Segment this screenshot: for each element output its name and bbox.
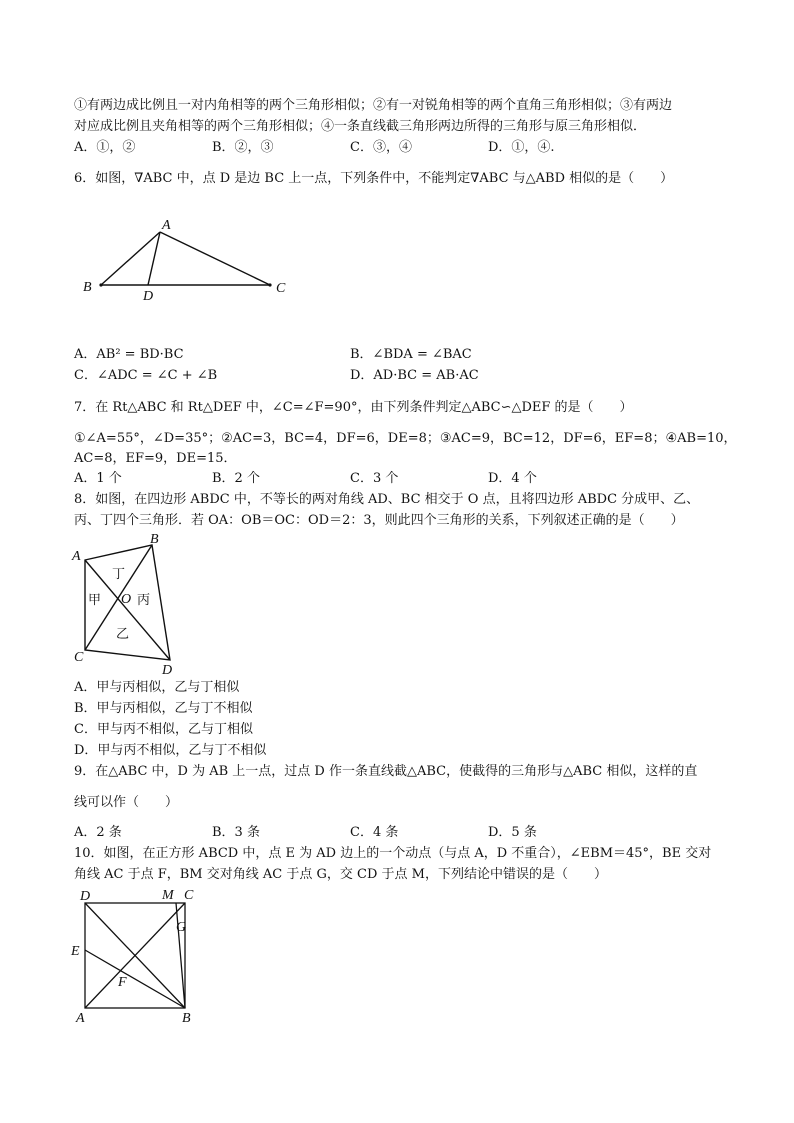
q7-stem: 7．在 Rt△ABC 和 Rt△DEF 中，∠C=∠F=90°，由下列条件判定△ABC∽△DEF 的是（ ） [74,400,633,415]
q9-stem-line2: 线可以作（ ） [74,795,179,810]
q8-label-b: B [150,532,159,547]
q8-option-d: D．甲与丙不相似，乙与丁不相似 [74,743,267,758]
q9-option-b: B．3 条 [212,825,260,840]
q6-option-c: C．∠ADC = ∠C + ∠B [74,368,218,383]
q6-option-b: B．∠BDA = ∠BAC [350,347,472,362]
q6-option-a: A．AB² = BD·BC [74,347,184,362]
q5-option-d: D．①，④. [488,140,555,155]
q10-label-e: E [71,944,80,959]
q7-conditions-line1: ①∠A=55°，∠D=35°；②AC=3，BC=4，DF=6，DE=8；③AC=9，BC=12，DF=6，EF=8；④AB=10， [74,431,737,446]
q7-option-c: C．3 个 [350,471,399,486]
q7-option-b: B．2 个 [212,471,260,486]
q8-label-o: O [121,592,132,607]
q5-option-c: C．③，④ [350,140,412,155]
q10-label-m: M [162,888,174,903]
q6-stem: 6．如图，∇ABC 中，点 D 是边 BC 上一点，下列条件中，不能判定∇ABC 与△ABD 相似的是（ ） [74,171,674,186]
q8-stem-line2: 丙、丁四个三角形．若 OA：OB＝OC：OD＝2：3，则此四个三角形的关系，下列叙述正确的是（ ） [74,513,684,528]
q10-label-d: D [80,889,91,904]
q6-option-d: D．AD·BC = AB·AC [350,368,479,383]
q8-label-ding: 丁 [112,567,126,582]
q9-option-d: D．5 条 [488,825,537,840]
q5-statement-line2: 对应成比例且夹角相等的两个三角形相似；④一条直线截三角形两边所得的三角形与原三角形相似． [74,119,647,134]
q10-label-b: B [182,1011,191,1026]
q5-statement-line1: ①有两边成比例且一对内角相等的两个三角形相似；②有一对锐角相等的两个直角三角形相似；③有两边 [74,98,673,113]
q8-label-a: A [72,549,81,564]
q6-label-b: B [83,280,92,295]
q7-conditions-line2: AC=8，EF=9，DE=15． [74,451,237,466]
q5-option-b: B．②，③ [212,140,274,155]
q8-label-jia: 甲 [88,593,102,608]
q6-label-a: A [162,218,171,233]
q6-label-d: D [143,289,154,304]
q10-label-g: G [176,920,187,935]
q8-label-yi: 乙 [116,627,130,642]
q8-label-d: D [162,663,173,678]
q9-option-a: A．2 条 [74,825,122,840]
q8-label-bing: 丙 [137,593,151,608]
q8-option-b: B．甲与丙相似，乙与丁不相似 [74,701,253,716]
q6-label-c: C [276,281,286,296]
q7-option-a: A．1 个 [74,471,122,486]
q8-option-a: A．甲与丙相似，乙与丁相似 [74,680,240,695]
q10-label-f: F [118,975,127,990]
q8-stem-line1: 8．如图，在四边形 ABDC 中，不等长的两对角线 AD、BC 相交于 O 点，且将四边形 ABDC 分成甲、乙、 [74,492,700,507]
q10-label-c: C [184,888,194,903]
q9-option-c: C．4 条 [350,825,399,840]
q10-stem-line1: 10．如图，在正方形 ABCD 中，点 E 为 AD 边上的一个动点（与点 A，D 不重合），∠EBM＝45°，BE 交对 [74,846,712,861]
q10-label-a: A [76,1011,85,1026]
q10-stem-line2: 角线 AC 于点 F，BM 交对角线 AC 于点 G，交 CD 于点 M，下列结论中错误的是（ ） [74,867,607,882]
q8-option-c: C．甲与丙不相似，乙与丁相似 [74,722,253,737]
q9-stem-line1: 9．在△ABC 中，D 为 AB 上一点，过点 D 作一条直线截△ABC，使截得的三角形与△ABC 相似，这样的直 [74,764,698,779]
q8-label-c: C [74,650,84,665]
q5-option-a: A．①，② [74,140,136,155]
q7-option-d: D．4 个 [488,471,537,486]
